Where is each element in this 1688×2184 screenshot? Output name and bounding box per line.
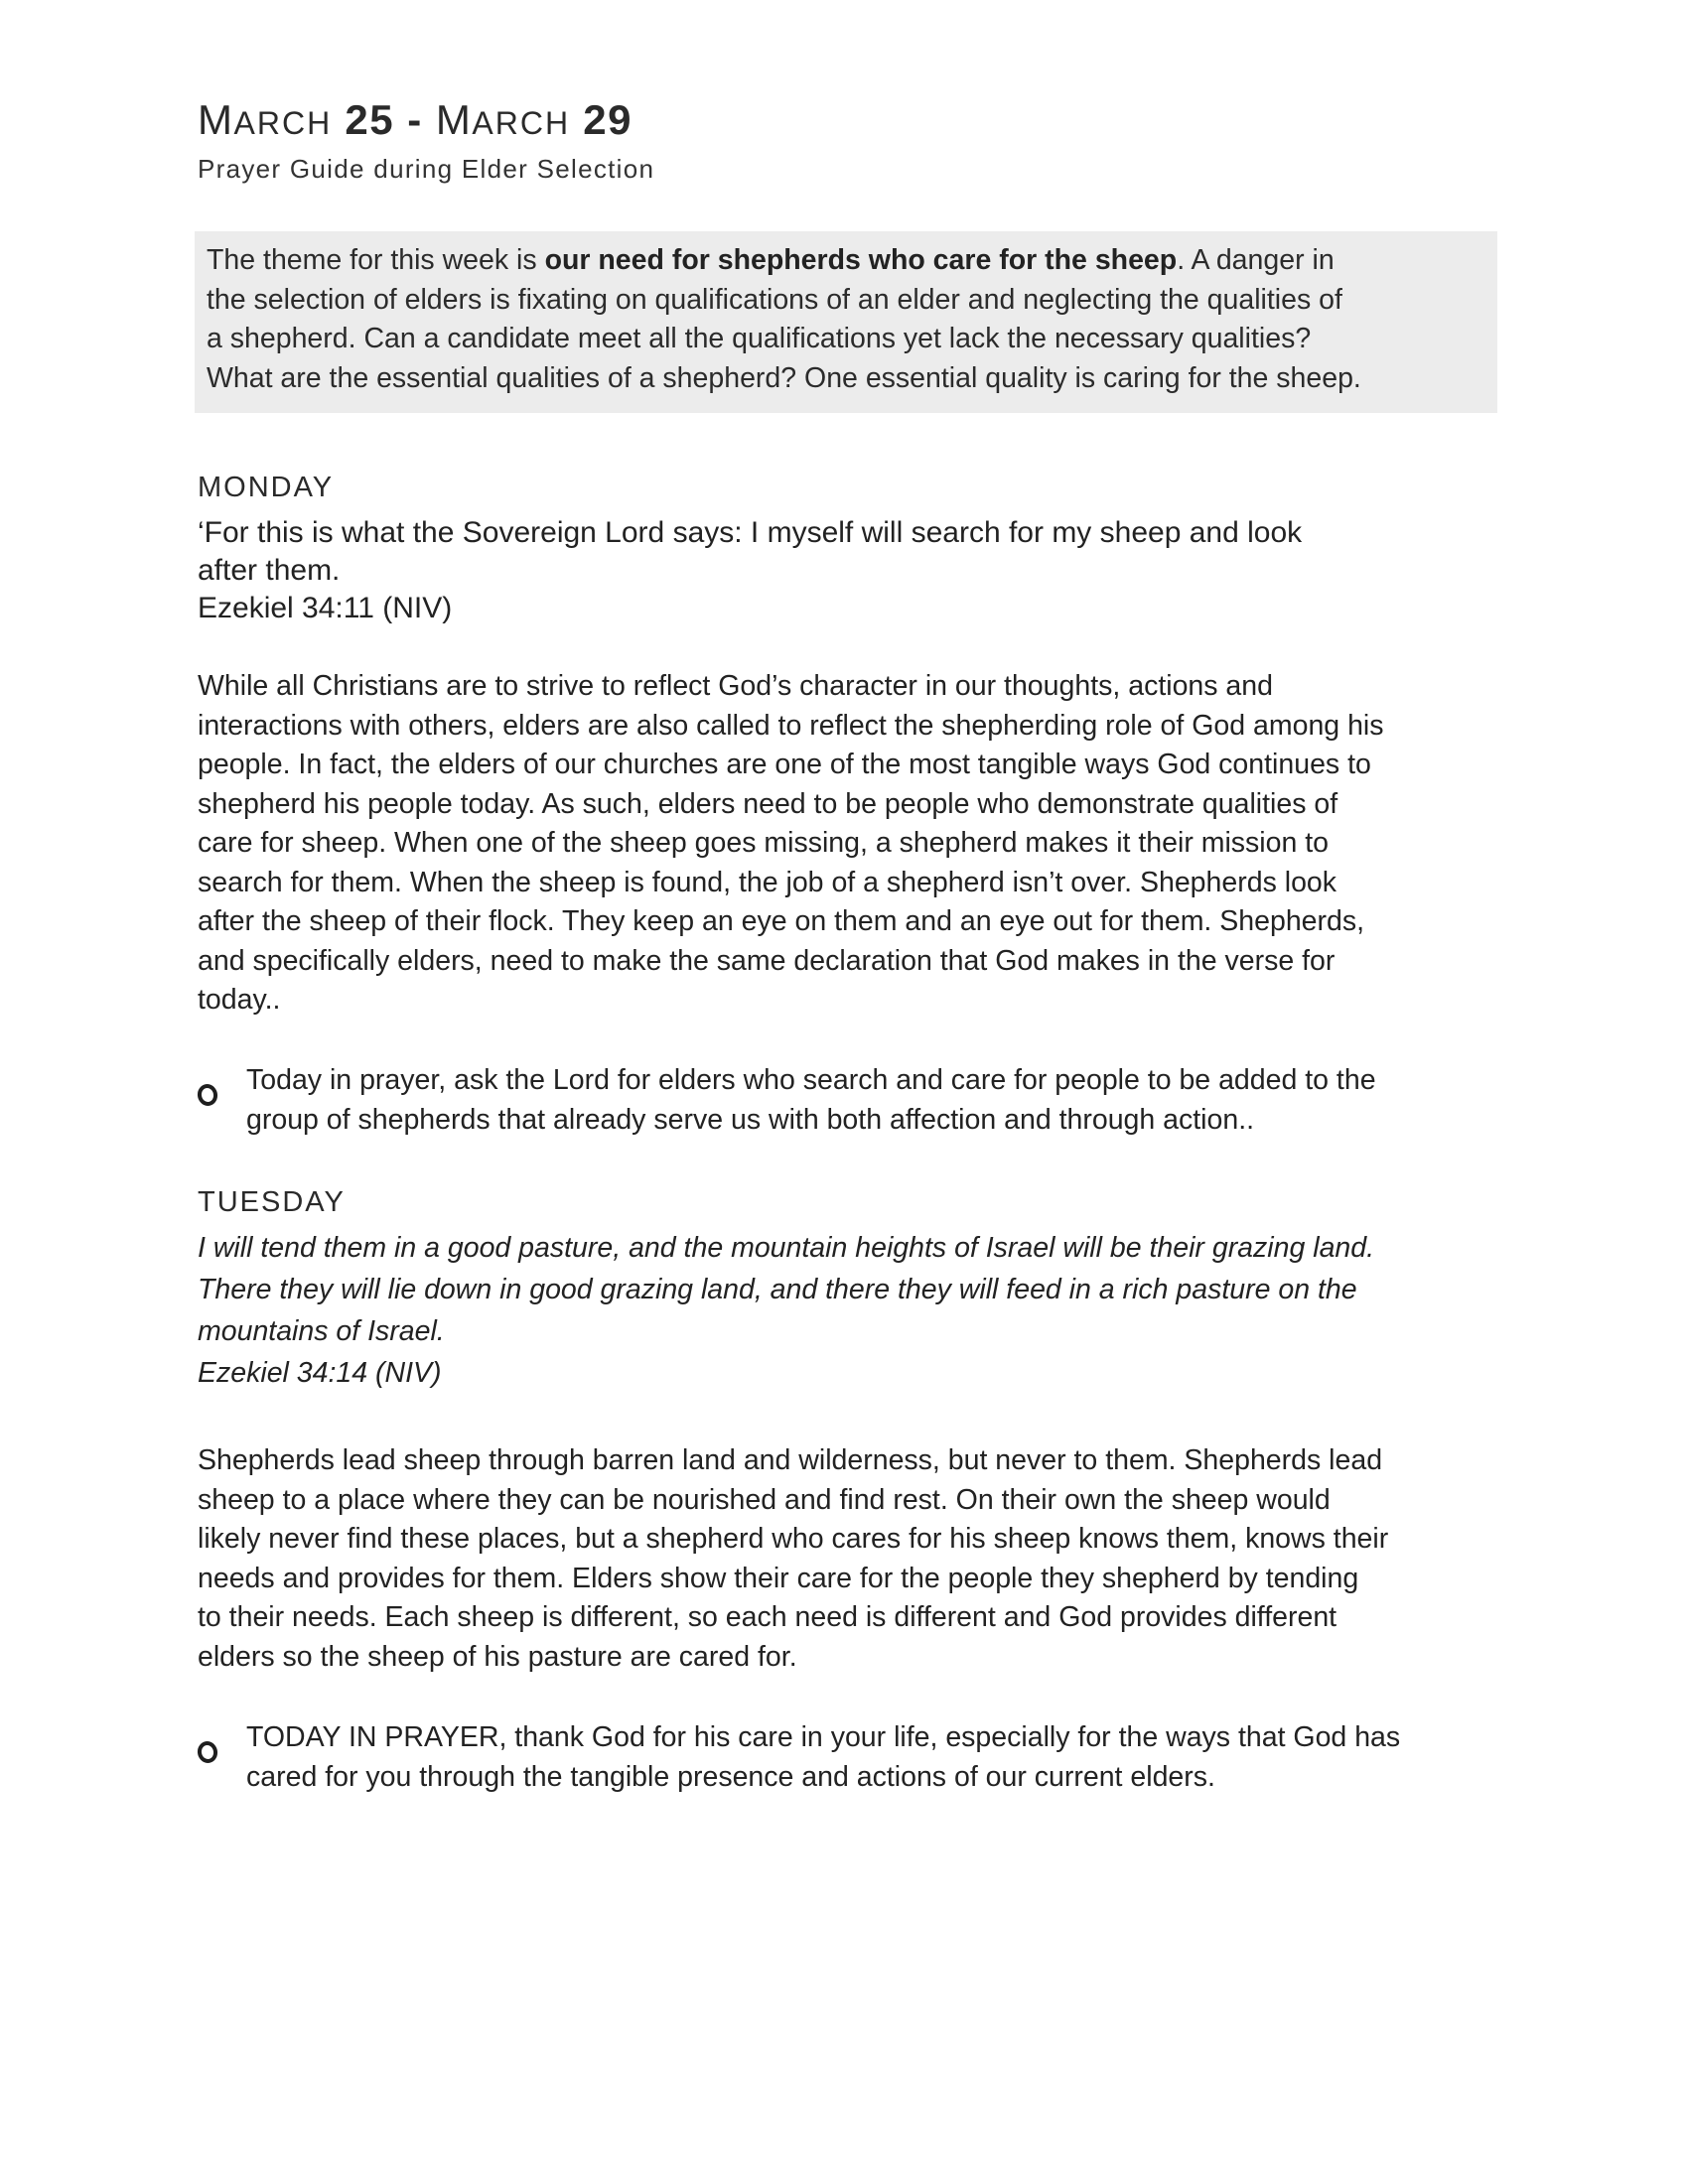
body-line: after the sheep of their flock. They keep an eye on them and an eye out for them. Shepherds, — [198, 905, 1365, 937]
circle-bullet-icon — [196, 1082, 219, 1108]
body-line: Shepherds lead sheep through barren land and wilderness, but never to them. Shepherds lead — [198, 1444, 1383, 1476]
body-line: While all Christians are to strive to reflect God’s character in our thoughts, actions and — [198, 670, 1273, 702]
theme-text: The theme for this week is — [207, 244, 545, 276]
prayer-line: cared for you through the tangible presence and actions of our current elders. — [246, 1761, 1215, 1793]
scripture-quote-tuesday — [198, 1227, 1488, 1394]
scripture-reference: Ezekiel 34:11 (NIV) — [198, 592, 453, 624]
prayer-text — [246, 1717, 1400, 1797]
body-line: today.. — [198, 984, 281, 1016]
theme-emphasis: our need for shepherds who care for the sheep — [544, 244, 1178, 276]
scripture-reference: Ezekiel 34:14 (NIV) — [198, 1357, 442, 1389]
prayer-line: Today in prayer, ask the Lord for elders who search and care for people to be added to the — [246, 1064, 1376, 1096]
prayer-text — [246, 1060, 1376, 1140]
body-line: care for sheep. When one of the sheep goes missing, a shepherd makes it their mission to — [198, 827, 1330, 859]
title-rest-1: ARCH — [233, 105, 333, 141]
title-rest-2: ARCH — [472, 105, 571, 141]
body-line: to their needs. Each sheep is different, so each need is different and God provides different — [198, 1601, 1337, 1633]
body-line: interactions with others, elders are also called to reflect the shepherding role of God among his — [198, 709, 1384, 742]
quote-line: There they will lie down in good grazing land, and there they will feed in a rich pasture on the — [198, 1274, 1357, 1305]
body-line: elders so the sheep of his pasture are cared for. — [198, 1640, 797, 1673]
page-subtitle: Prayer Guide during Elder Selection — [198, 154, 655, 184]
body-line: likely never find these places, but a shepherd who cares for his sheep knows them, knows their — [198, 1523, 1389, 1555]
quote-line: I will tend them in a good pasture, and the mountain heights of Israel will be their grazing land. — [198, 1232, 1375, 1264]
title-separator: - — [407, 96, 423, 143]
prayer-line: TODAY IN PRAYER, thank God for his care in your life, especially for the ways that God has — [246, 1721, 1401, 1753]
theme-box — [195, 231, 1497, 413]
body-line: needs and provides for them. Elders show their care for the people they shepherd by tending — [198, 1562, 1359, 1594]
day-heading-tuesday: TUESDAY — [198, 1186, 346, 1218]
theme-line: the selection of elders is fixating on qualifications of an elder and neglecting the qualities of — [207, 283, 1342, 316]
title-cap-1: M — [198, 96, 234, 143]
theme-line — [207, 241, 1485, 281]
prayer-line: group of shepherds that already serve us with both affection and through action.. — [246, 1104, 1255, 1136]
circle-bullet-icon — [196, 1739, 219, 1765]
theme-line: a shepherd. Can a candidate meet all the qualifications yet lack the necessary qualities? — [207, 323, 1312, 354]
body-line: people. In fact, the elders of our churches are one of the most tangible ways God continues to — [198, 749, 1371, 780]
title-num-2: 29 — [583, 96, 633, 143]
page-title — [198, 96, 633, 143]
day-heading-monday: MONDAY — [198, 472, 335, 503]
quote-line: mountains of Israel. — [198, 1315, 445, 1347]
quote-line: after them. — [198, 554, 341, 587]
body-line: sheep to a place where they can be nourished and find rest. On their own the sheep would — [198, 1483, 1331, 1516]
theme-text: . A danger in — [1177, 244, 1335, 276]
theme-line: What are the essential qualities of a shepherd? One essential quality is caring for the sheep. — [207, 361, 1361, 394]
devotional-body-monday — [198, 667, 1508, 1021]
body-line: shepherd his people today. As such, elders need to be people who demonstrate qualities of — [198, 787, 1338, 820]
devotional-body-tuesday — [198, 1441, 1508, 1677]
title-cap-2: M — [435, 96, 473, 143]
body-line: search for them. When the sheep is found, the job of a shepherd isn’t over. Shepherds look — [198, 866, 1337, 898]
scripture-quote-monday — [198, 514, 1488, 627]
quote-line: ‘For this is what the Sovereign Lord says: I myself will search for my sheep and look — [198, 516, 1303, 549]
body-line: and specifically elders, need to make the same declaration that God makes in the verse for — [198, 944, 1336, 977]
title-num-1: 25 — [345, 96, 395, 143]
